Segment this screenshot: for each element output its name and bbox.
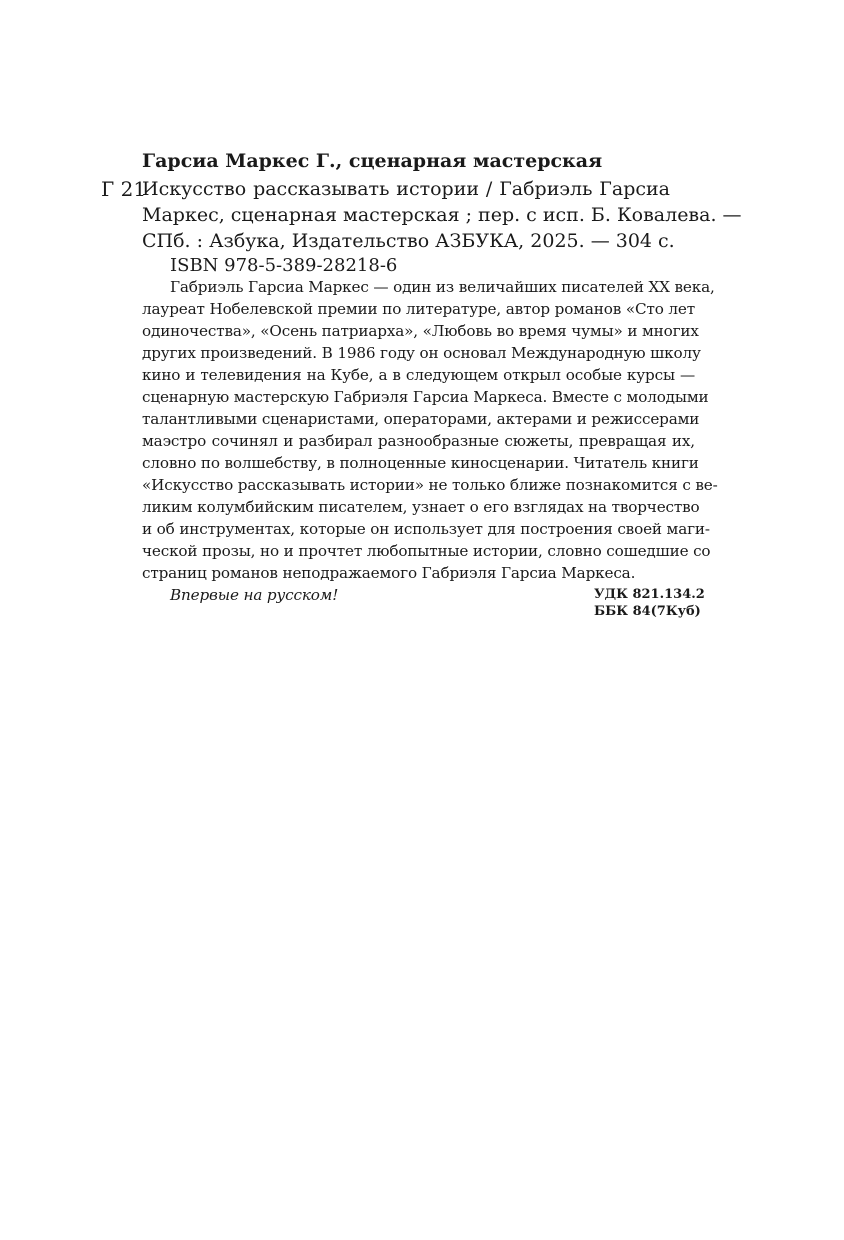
annotation-line: других произведений. В 1986 году он основал Международную школу bbox=[142, 344, 701, 362]
isbn: ISBN 978-5-389-28218-6 bbox=[170, 255, 398, 276]
author-code: Г 21 bbox=[101, 177, 147, 201]
annotation-line: талантливыми сценаристами, операторами, актерами и режиссерами bbox=[142, 410, 700, 428]
biblio-line: Маркес, сценарная мастерская ; пер. с исп. Б. Ковалева. — bbox=[142, 204, 742, 226]
biblio-line: СПб. : Азбука, Издательство АЗБУКА, 2025. — 304 с. bbox=[142, 230, 675, 252]
annotation-line: маэстро сочинял и разбирал разнообразные сюжеты, превращая их, bbox=[142, 432, 695, 450]
annotation-line: и об инструментах, которые он использует для построения своей маги- bbox=[142, 520, 710, 538]
udk-code: УДК 821.134.2 bbox=[594, 587, 705, 602]
annotation-line: одиночества», «Осень патриарха», «Любовь во время чумы» и многих bbox=[142, 322, 699, 340]
bibliographic-description bbox=[142, 176, 742, 254]
annotation-line: словно по волшебству, в полноценные киносценарии. Читатель книги bbox=[142, 454, 699, 472]
annotation-line: ческой прозы, но и прочтет любопытные истории, словно сошедшие со bbox=[142, 542, 711, 560]
author-heading: Гарсиа Маркес Г., сценарная мастерская bbox=[142, 150, 603, 172]
annotation-line: лауреат Нобелевской премии по литературе, автор романов «Сто лет bbox=[142, 300, 695, 318]
italic-note: Впервые на русском! bbox=[170, 586, 339, 604]
bbk-code: ББК 84(7Куб) bbox=[594, 604, 701, 619]
annotation-line: сценарную мастерскую Габриэля Гарсиа Маркеса. Вместе с молодыми bbox=[142, 388, 709, 406]
annotation-line: Габриэль Гарсиа Маркес — один из величайших писателей XX века, bbox=[170, 278, 715, 296]
classification-codes bbox=[594, 586, 705, 620]
annotation-line: страниц романов неподражаемого Габриэля Гарсиа Маркеса. bbox=[142, 564, 636, 582]
annotation-line: «Искусство рассказывать истории» не только ближе познакомится с ве- bbox=[142, 476, 718, 494]
annotation-line: кино и телевидения на Кубе, а в следующем открыл особые курсы — bbox=[142, 366, 695, 384]
annotation bbox=[142, 276, 718, 606]
biblio-line: Искусство рассказывать истории / Габриэль Гарсиа bbox=[142, 178, 670, 200]
annotation-line: ликим колумбийским писателем, узнает о его взглядах на творчество bbox=[142, 498, 700, 516]
